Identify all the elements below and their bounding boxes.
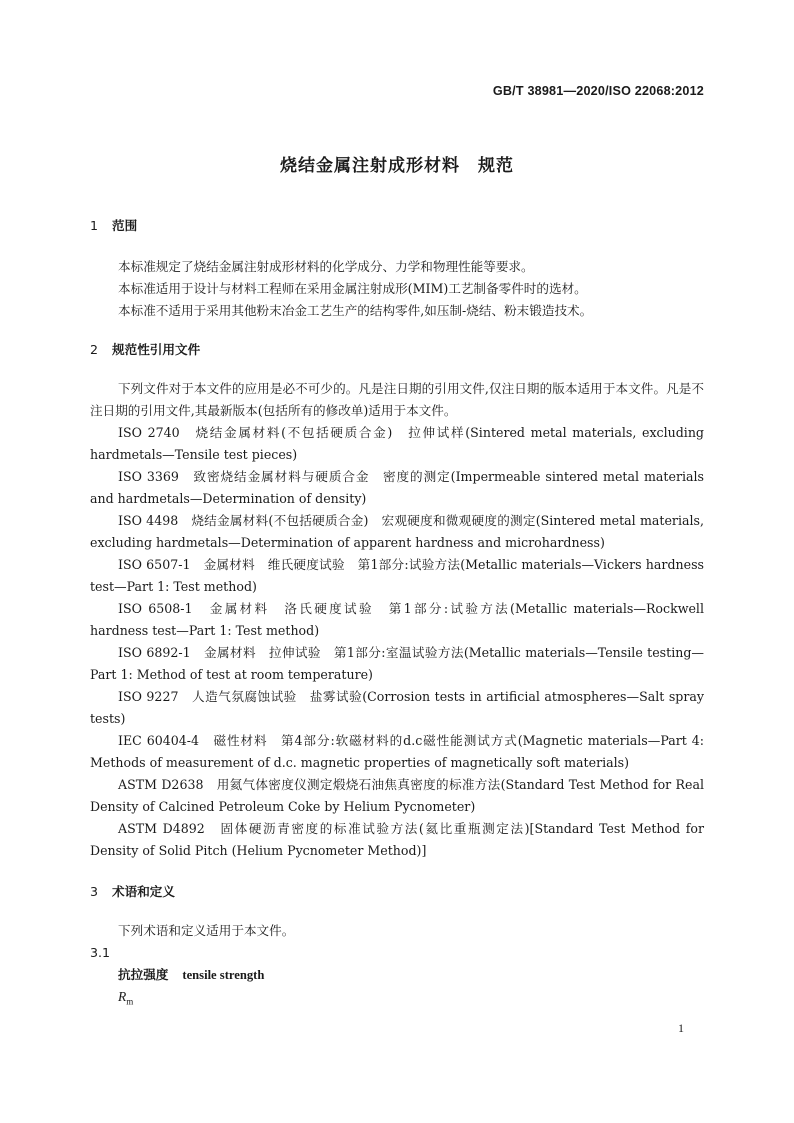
terms-intro: 下列术语和定义适用于本文件。 xyxy=(118,923,295,938)
term-english: tensile strength xyxy=(182,968,265,982)
symbol-subscript: m xyxy=(126,996,134,1007)
normative-references-intro: 下列文件对于本文件的应用是必不可少的。凡是注日期的引用文件,仅注日期的版本适用于本文件。凡是不注日期的引用文件,其最新版本(包括所有的修改单)适用于本文件。 xyxy=(90,381,704,418)
section-3-heading xyxy=(90,882,704,902)
section-1-heading xyxy=(90,216,704,236)
reference-iso-6892-1: ISO 6892-1 金属材料 拉伸试验 第1部分:室温试验方法(Metallic materials—Tensile testing—Part 1: Method of test at room temperature) xyxy=(90,645,704,682)
scope-paragraph-3: 本标准不适用于采用其他粉末冶金工艺生产的结构零件,如压制-烧结、粉末锻造技术。 xyxy=(118,303,593,318)
section-2-title: 规范性引用文件 xyxy=(112,342,201,357)
reference-astm-d2638: ASTM D2638 用氦气体密度仪测定煅烧石油焦真密度的标准方法(Standard Test Method for Real Density of Calcined Petroleum Coke by Helium Pycnometer) xyxy=(90,777,704,814)
term-chinese: 抗拉强度 xyxy=(118,967,169,982)
term-number: 3.1 xyxy=(90,945,111,960)
reference-iec-60404-4: IEC 60404-4 磁性材料 第4部分:软磁材料的d.c磁性能测试方式(Magnetic materials—Part 4: Methods of measurement of d.c. magnetic properties of magnetically soft materials) xyxy=(90,733,704,770)
section-1-number: 1 xyxy=(90,218,99,233)
reference-iso-6508-1: ISO 6508-1 金属材料 洛氏硬度试验 第1部分:试验方法(Metallic materials—Rockwell hardness test—Part 1: Test method) xyxy=(90,601,704,638)
scope-paragraph-2: 本标准适用于设计与材料工程师在采用金属注射成形(MIM)工艺制备零件时的选材。 xyxy=(118,281,587,296)
reference-iso-3369: ISO 3369 致密烧结金属材料与硬质合金 密度的测定(Impermeable sintered metal materials and hardmetals—Determination of density) xyxy=(90,469,704,506)
reference-iso-6507-1: ISO 6507-1 金属材料 维氏硬度试验 第1部分:试验方法(Metallic materials—Vickers hardness test—Part 1: Test method) xyxy=(90,557,704,594)
reference-iso-9227: ISO 9227 人造气氛腐蚀试验 盐雾试验(Corrosion tests in artificial atmospheres—Salt spray tests) xyxy=(90,689,704,726)
symbol-main: R xyxy=(118,989,127,1004)
section-1-title: 范围 xyxy=(112,218,138,233)
standard-code: GB/T 38981—2020/ISO 22068:2012 xyxy=(492,84,704,98)
reference-astm-d4892: ASTM D4892 固体硬沥青密度的标准试验方法(氦比重瓶测定法)[Standard Test Method for Density of Solid Pitch (Helium Pycnometer Method)] xyxy=(90,821,704,858)
section-2-number: 2 xyxy=(90,342,99,357)
reference-iso-4498: ISO 4498 烧结金属材料(不包括硬质合金) 宏观硬度和微观硬度的测定(Sintered metal materials, excluding hardmetals—Determination of apparent hardness and microhardness) xyxy=(90,513,704,550)
section-2-heading xyxy=(90,340,704,360)
section-3-number: 3 xyxy=(90,884,99,899)
section-3-title: 术语和定义 xyxy=(112,884,175,899)
reference-iso-2740: ISO 2740 烧结金属材料(不包括硬质合金) 拉伸试样(Sintered metal materials, excluding hardmetals—Tensile test pieces) xyxy=(90,425,704,462)
document-body xyxy=(90,216,704,1013)
term-entry xyxy=(90,964,704,986)
scope-paragraph-1: 本标准规定了烧结金属注射成形材料的化学成分、力学和物理性能等要求。 xyxy=(118,259,534,274)
page-number: 1 xyxy=(678,1021,684,1035)
document-title: 烧结金属注射成形材料 规范 xyxy=(280,156,514,176)
term-symbol xyxy=(90,986,704,1013)
